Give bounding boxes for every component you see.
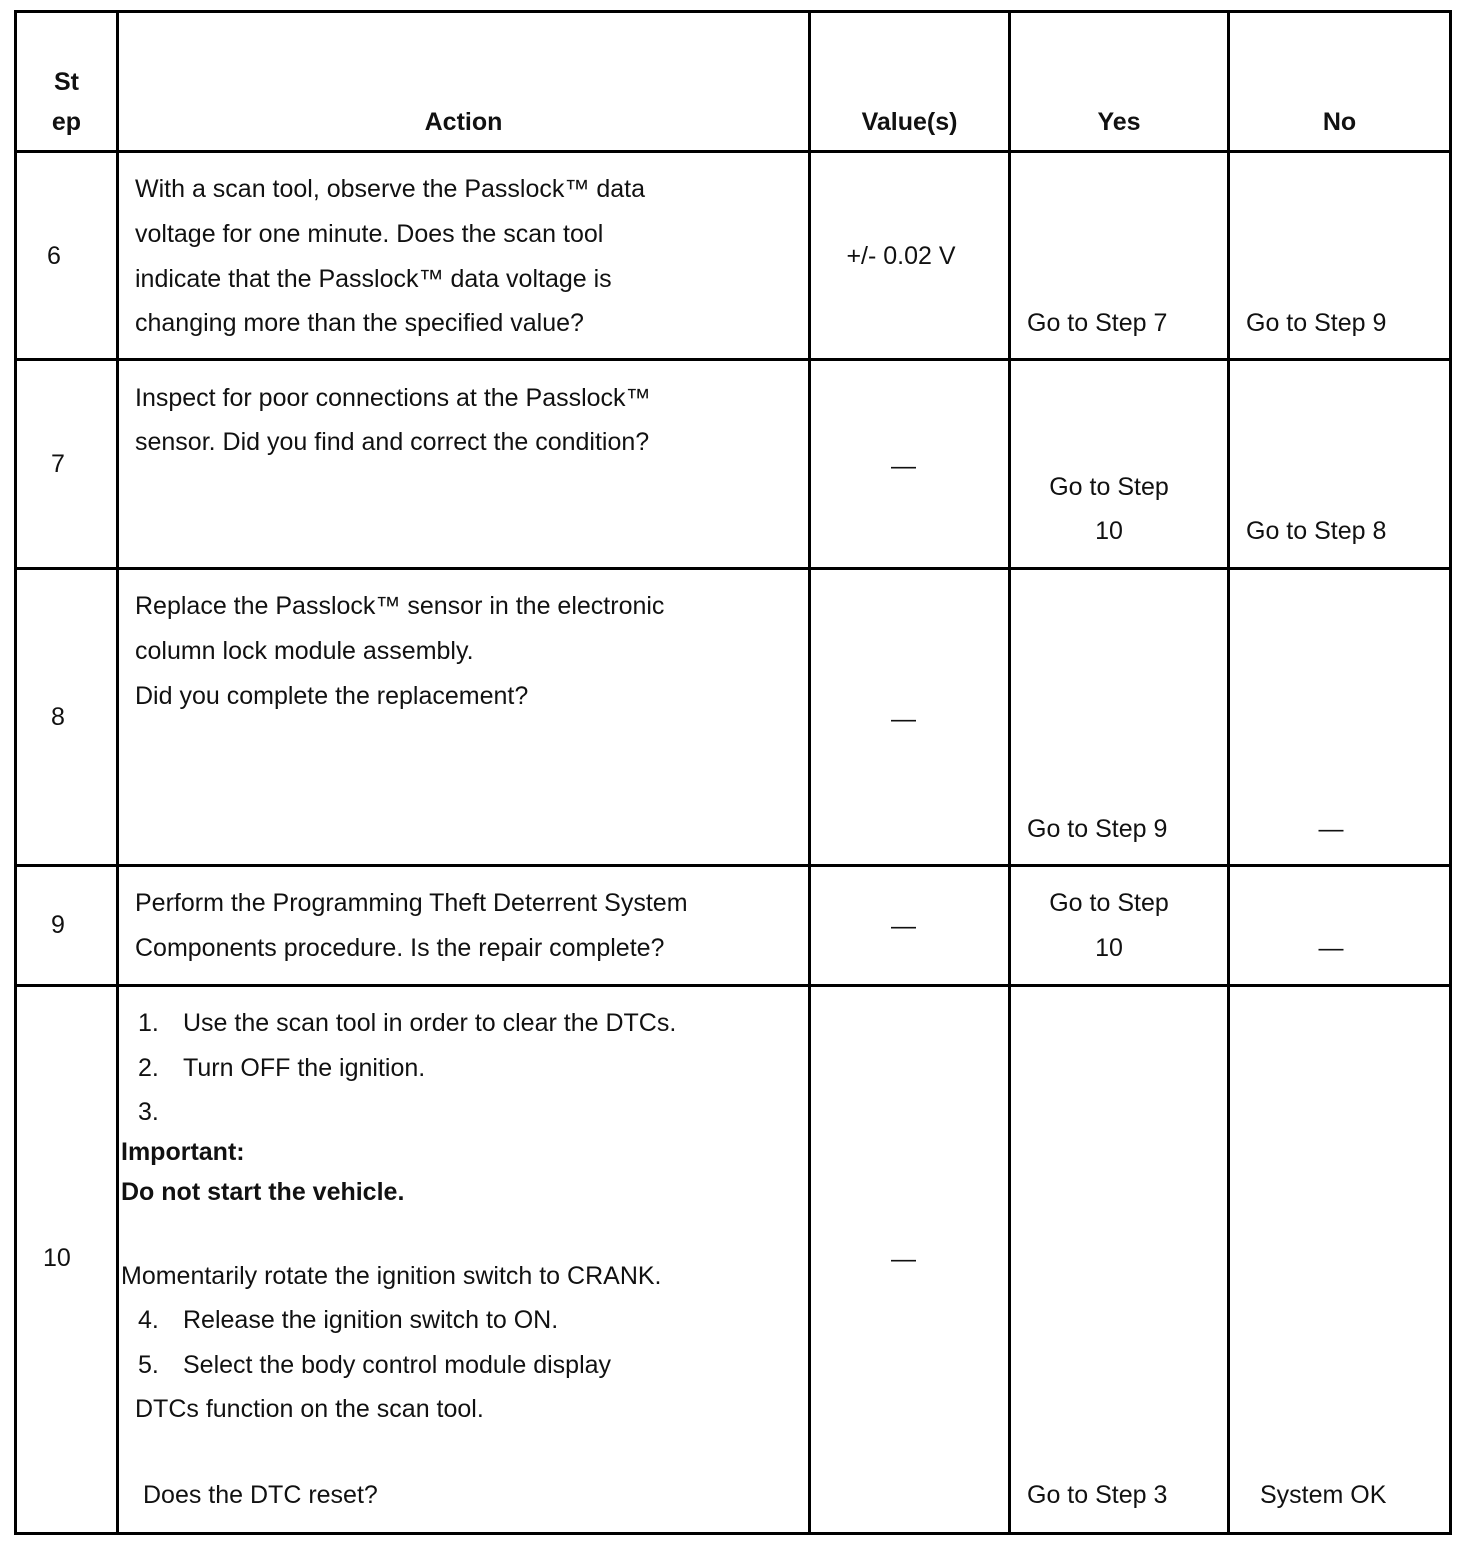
value-cell: — <box>891 912 916 940</box>
list-number: 1. <box>138 1009 159 1037</box>
header-no: No <box>1322 108 1357 136</box>
action-text-line: Replace the Passlock™ sensor in the electronic <box>135 592 665 620</box>
action-text-line: With a scan tool, observe the Passlock™ data <box>135 175 645 203</box>
action-text-line: Components procedure. Is the repair complete? <box>135 934 665 962</box>
column-divider <box>1008 10 1011 1535</box>
no-cell: Go to Step 9 <box>1246 309 1387 337</box>
list-number: 4. <box>138 1306 159 1334</box>
action-text-line: indicate that the Passlock™ data voltage is <box>135 265 612 293</box>
yes-cell-line1: Go to Step <box>1049 473 1169 501</box>
table-border-bottom <box>14 1532 1452 1535</box>
row-divider <box>14 567 1452 570</box>
list-number: 3. <box>138 1098 159 1126</box>
important-label: Important: <box>121 1138 245 1166</box>
list-number: 2. <box>138 1054 159 1082</box>
action-text-line: sensor. Did you find and correct the condition? <box>135 428 650 456</box>
table-border-right <box>1449 10 1452 1535</box>
yes-cell: Go to Step 7 <box>1027 309 1168 337</box>
action-text-line: Inspect for poor connections at the Passlock™ <box>135 384 651 412</box>
yes-cell: Go to Step 3 <box>1027 1481 1168 1509</box>
row-divider <box>14 358 1452 361</box>
yes-cell-line1: Go to Step <box>1049 889 1169 917</box>
header-action: Action <box>424 108 503 136</box>
value-cell: — <box>891 1245 916 1273</box>
yes-cell-line2: 10 <box>1095 934 1123 962</box>
list-text: Release the ignition switch to ON. <box>183 1306 559 1334</box>
no-cell: — <box>1318 934 1344 962</box>
action-text-line: changing more than the specified value? <box>135 309 584 337</box>
action-text-line: Did you complete the replacement? <box>135 682 529 710</box>
yes-cell: Go to Step 9 <box>1027 815 1168 843</box>
row-divider <box>14 984 1452 987</box>
list-text: Use the scan tool in order to clear the DTCs. <box>183 1009 677 1037</box>
no-cell: — <box>1318 815 1344 843</box>
crank-instruction: Momentarily rotate the ignition switch to CRANK. <box>121 1262 662 1290</box>
no-cell: System OK <box>1260 1481 1387 1509</box>
step-number: 8 <box>51 703 65 731</box>
action-text-line: Perform the Programming Theft Deterrent System <box>135 889 688 917</box>
value-cell: +/- 0.02 V <box>846 242 956 270</box>
header-step-line2: ep <box>51 108 82 136</box>
step-number: 7 <box>51 450 65 478</box>
header-divider <box>14 150 1452 153</box>
column-divider <box>116 10 119 1535</box>
value-cell: — <box>891 705 916 733</box>
step-number: 6 <box>47 242 61 270</box>
table-border-left <box>14 10 17 1535</box>
no-cell: Go to Step 8 <box>1246 517 1387 545</box>
list-continuation: DTCs function on the scan tool. <box>135 1395 484 1423</box>
header-step-line1: St <box>54 68 79 96</box>
column-divider <box>1227 10 1230 1535</box>
step-number: 9 <box>51 911 65 939</box>
action-text-line: column lock module assembly. <box>135 637 474 665</box>
step-number: 10 <box>43 1244 71 1272</box>
action-text-line: voltage for one minute. Does the scan tool <box>135 220 604 248</box>
question-text: Does the DTC reset? <box>143 1481 378 1509</box>
header-values: Value(s) <box>861 108 958 136</box>
header-yes: Yes <box>1097 108 1141 136</box>
list-number: 5. <box>138 1351 159 1379</box>
table-border-top <box>14 10 1452 13</box>
yes-cell-line2: 10 <box>1095 517 1123 545</box>
row-divider <box>14 864 1452 867</box>
list-text: Turn OFF the ignition. <box>183 1054 426 1082</box>
list-text: Select the body control module display <box>183 1351 612 1379</box>
value-cell: — <box>891 452 916 480</box>
important-text: Do not start the vehicle. <box>121 1178 405 1206</box>
